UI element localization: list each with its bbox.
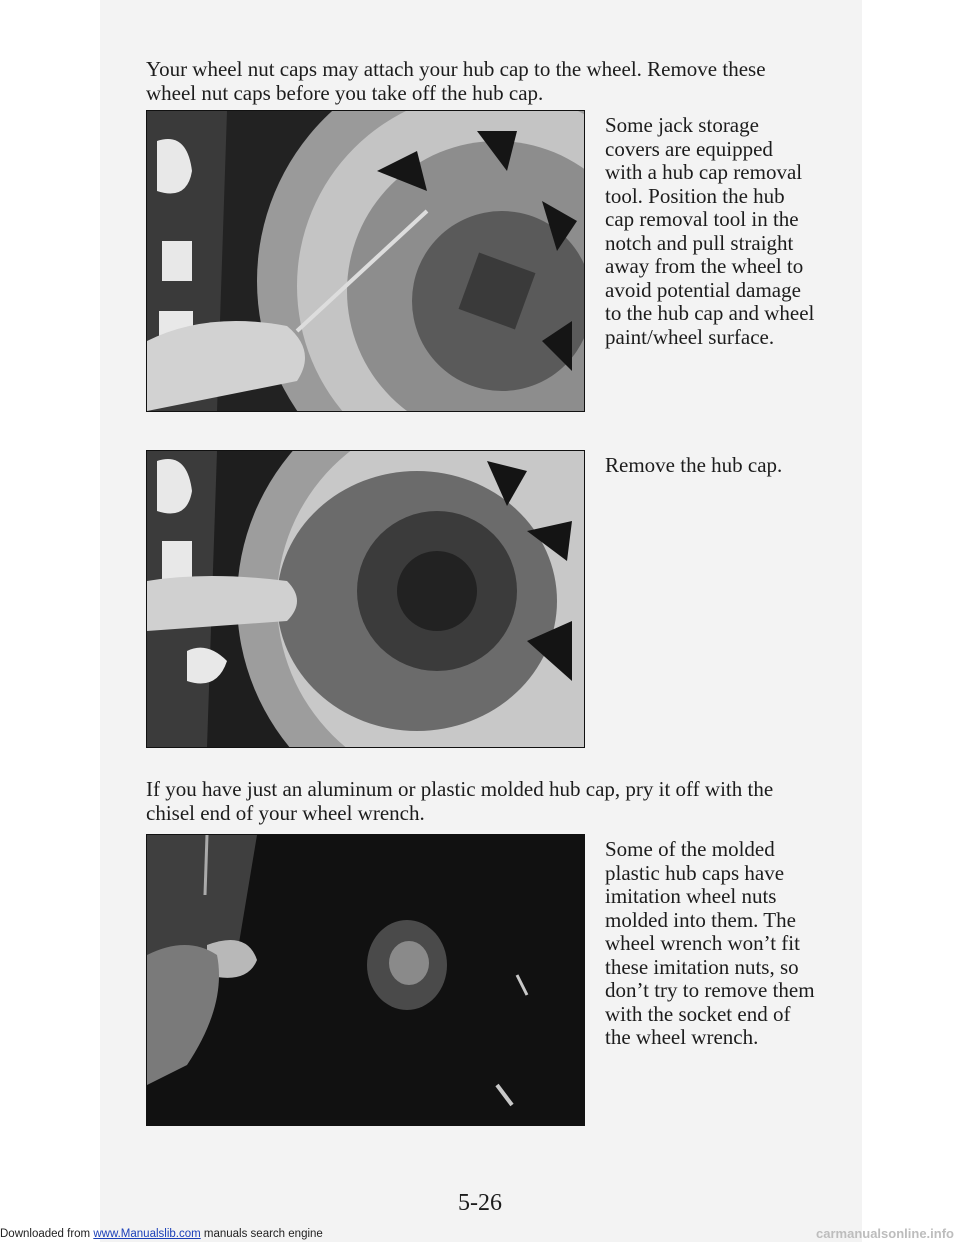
download-footer	[0, 1228, 323, 1240]
footer-prefix: Downloaded from	[0, 1228, 94, 1240]
paragraph-removal-tool: Some jack storage covers are equipped with a hub cap removal tool. Position the hub cap removal tool in the notch and pull straight away from the wheel to avoid potential damage to the hub cap and wheel paint/wheel surface.	[605, 113, 815, 349]
photo-hub-cap-removal-tool	[146, 110, 585, 412]
photo-remove-hub-cap	[146, 450, 585, 748]
footer-suffix: manuals search engine	[200, 1228, 323, 1240]
intro-paragraph-nut-caps: Your wheel nut caps may attach your hub cap to the wheel. Remove these wheel nut caps before you take off the hub cap.	[146, 57, 766, 105]
photo-imitation-wheel-nuts	[146, 834, 585, 1126]
paragraph-remove-hub-cap: Remove the hub cap.	[605, 453, 783, 477]
watermark: carmanualsonline.info	[816, 1226, 954, 1241]
page-number: 5-26	[458, 1190, 502, 1216]
intro-paragraph-molded-hub-cap: If you have just an aluminum or plastic molded hub cap, pry it off with the chisel end of your wheel wrench.	[146, 777, 774, 825]
manualslib-link[interactable]: www.Manualslib.com	[93, 1228, 201, 1240]
paragraph-imitation-nuts: Some of the molded plastic hub caps have imitation wheel nuts molded into them. The wheel wrench won’t fit these imitation nuts, so don’t try to remove them with the socket end of the wheel wrench.	[605, 837, 815, 1049]
